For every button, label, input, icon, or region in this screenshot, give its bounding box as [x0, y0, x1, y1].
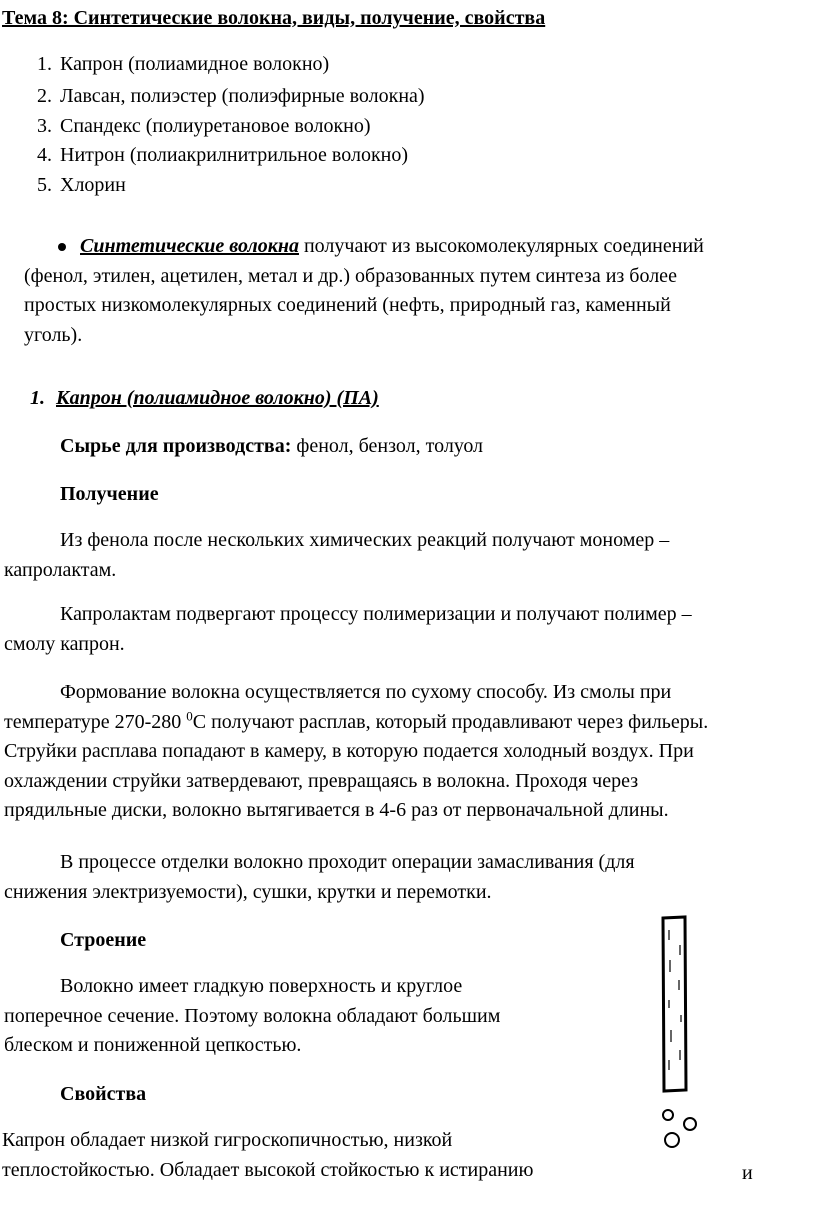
section-heading: [30, 386, 379, 410]
text-line: Капролактам подвергают процессу полимеризации и получают полимер –: [60, 603, 692, 625]
text-line-end: и: [742, 1162, 753, 1184]
text-line: Волокно имеет гладкую поверхность и круглое: [60, 975, 463, 997]
raw-materials: [60, 434, 483, 458]
fiber-cross-sections: [663, 1110, 696, 1147]
list-item-text: Капрон (полиамидное волокно): [60, 53, 330, 75]
definition-line: простых низкомолекулярных соединений (нефть, природный газ, каменный: [24, 294, 671, 316]
list-item-number: 5.: [37, 174, 52, 196]
text-line: смолу капрон.: [4, 632, 125, 655]
list-item-text: Хлорин: [60, 174, 126, 196]
production-paragraph-1: [4, 526, 669, 585]
raw-materials-value: фенол, бензол, толуол: [291, 435, 484, 457]
text-line: охлаждении струйки затвердевают, превращаясь в волокна. Проходя через: [4, 769, 639, 792]
list-item-text: Лавсан, полиэстер (полиэфирные волокна): [60, 85, 425, 107]
list-item-text: Нитрон (полиакрилнитрильное волокно): [60, 144, 409, 166]
fiber-longitudinal-view: [663, 917, 686, 1091]
text-line: Капрон обладает низкой гигроскопичностью, низкой: [2, 1129, 453, 1151]
list-item-number: 4.: [37, 144, 52, 166]
production-paragraph-3: [4, 678, 708, 826]
text-line: теплостойкостью. Обладает высокой стойкостью к истиранию: [2, 1158, 534, 1181]
text-line: прядильные диски, волокно вытягивается в 4-6 раз от первоначальной длины.: [4, 799, 669, 821]
list-item-number: 1.: [37, 53, 52, 75]
section-title: Капрон (полиамидное волокно) (ПА): [56, 387, 379, 409]
definition-line: (фенол, этилен, ацетилен, метал и др.) образованных путем синтеза из более: [24, 264, 677, 287]
properties-heading: Свойства: [60, 1083, 147, 1105]
section-number: 1.: [30, 387, 45, 409]
production-heading: Получение: [60, 483, 159, 505]
text-line: Струйки расплава попадают в камеру, в которую подается холодный воздух. При: [4, 740, 694, 762]
production-paragraph-2: [4, 600, 692, 659]
list-item-number: 2.: [37, 85, 52, 107]
structure-heading: Строение: [60, 929, 147, 951]
text-fragment: температуре 270-280: [4, 710, 187, 733]
text-line: поперечное сечение. Поэтому волокна обладают большим: [4, 1004, 501, 1027]
text-line: Формование волокна осуществляется по сухому способу. Из смолы при: [60, 681, 672, 703]
text-line: капролактам.: [4, 558, 117, 581]
definition-line: уголь).: [24, 323, 83, 346]
list-item-number: 3.: [37, 115, 52, 137]
definition-line: получают из высокомолекулярных соединений: [298, 235, 704, 257]
text-line: В процессе отделки волокно проходит операции замасливания (для: [60, 851, 635, 873]
text-fragment: С получают расплав, который продавливают через фильеры.: [192, 710, 709, 733]
properties-paragraph: [2, 1126, 533, 1185]
text-line: блеском и пониженной цепкостью.: [4, 1034, 302, 1056]
list-item-text: Спандекс (полиуретановое волокно): [60, 115, 371, 137]
text-line: снижения электризуемости), сушки, крутки и перемотки.: [4, 880, 492, 903]
text-line: Из фенола после нескольких химических реакций получают мономер –: [60, 529, 670, 551]
definition-term: Синтетические волокна: [80, 235, 299, 257]
definition-paragraph: [24, 232, 704, 350]
production-paragraph-4: [4, 848, 635, 907]
structure-paragraph: [4, 972, 500, 1061]
raw-materials-label: Сырье для производства:: [60, 435, 292, 457]
degree-superscript: 0: [186, 707, 193, 723]
text-line: [4, 708, 708, 738]
page-title: Тема 8: Синтетические волокна, виды, получение, свойства: [2, 7, 546, 29]
fiber-structure-illustration: [650, 910, 710, 1160]
